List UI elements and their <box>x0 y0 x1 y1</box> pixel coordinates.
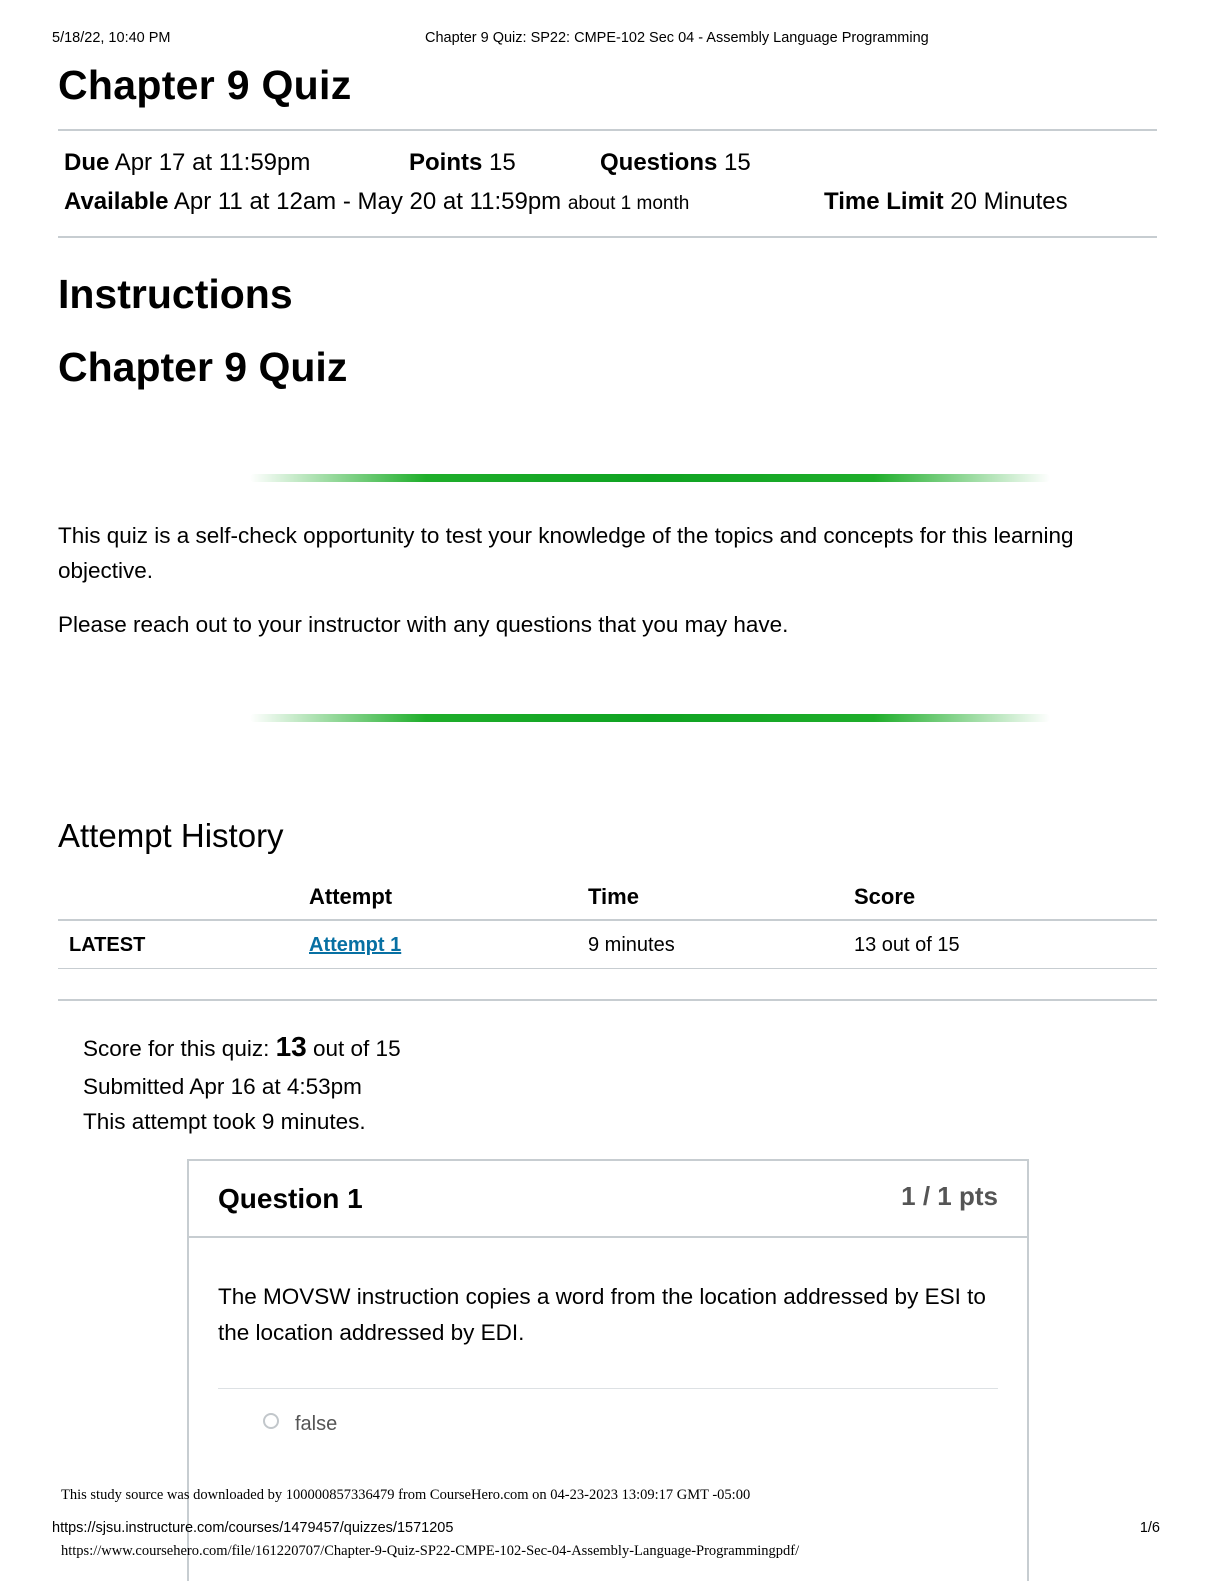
table-header-divider <box>58 919 1157 921</box>
question-header <box>189 1161 1027 1238</box>
points-label: Points <box>409 149 483 176</box>
questions-value: 15 <box>724 149 751 176</box>
attempt-duration: This attempt took 9 minutes. <box>83 1109 366 1134</box>
download-watermark: This study source was downloaded by 100000857336479 from CourseHero.com on 04-23-2023 13:09:17 GMT -05:00 <box>61 1487 751 1503</box>
column-header-time: Time <box>588 884 639 909</box>
divider <box>58 236 1157 238</box>
print-date: 5/18/22, 10:40 PM <box>52 30 171 46</box>
question-card <box>187 1159 1029 1581</box>
meta-time-limit <box>824 188 1068 216</box>
meta-available <box>64 188 689 216</box>
answer-radio[interactable] <box>263 1413 279 1429</box>
attempt-time: 9 minutes <box>588 934 675 956</box>
questions-label: Questions <box>600 149 718 176</box>
divider <box>58 129 1157 131</box>
instructions-subheading: Chapter 9 Quiz <box>58 344 348 390</box>
points-value: 15 <box>489 149 516 176</box>
green-divider-bar <box>250 714 1050 722</box>
page-title: Chapter 9 Quiz <box>58 62 352 108</box>
question-title: Question 1 <box>218 1183 363 1214</box>
score-prefix: Score for this quiz: <box>83 1036 270 1061</box>
answer-divider <box>218 1388 998 1389</box>
question-points: 1 / 1 pts <box>901 1181 998 1211</box>
attempt-history-heading: Attempt History <box>58 817 284 854</box>
instructions-paragraph: This quiz is a self-check opportunity to test your knowledge of the topics and concepts for this learning objective. <box>58 523 1074 583</box>
instructions-heading: Instructions <box>58 271 293 317</box>
print-page-title: Chapter 9 Quiz: SP22: CMPE-102 Sec 04 - Assembly Language Programming <box>425 30 929 46</box>
available-label: Available <box>64 188 169 215</box>
attempt-1-link[interactable]: Attempt 1 <box>309 934 402 956</box>
row-label-latest: LATEST <box>69 934 146 956</box>
due-label: Due <box>64 149 110 176</box>
source-url: https://www.coursehero.com/file/161220707/Chapter-9-Quiz-SP22-CMPE-102-Sec-04-Assembly-Language-Programmingpdf/ <box>61 1543 800 1559</box>
table-row-divider <box>58 968 1157 969</box>
page-number: 1/6 <box>1139 1520 1160 1536</box>
answer-label: false <box>295 1413 338 1435</box>
score-suffix: out of 15 <box>313 1036 401 1061</box>
submitted-time: Submitted Apr 16 at 4:53pm <box>83 1074 362 1099</box>
meta-due <box>64 149 310 177</box>
time-limit-value: 20 Minutes <box>950 188 1068 215</box>
question-text: The MOVSW instruction copies a word from the location addressed by ESI to the location addressed by EDI. <box>218 1284 986 1345</box>
due-value: Apr 17 at 11:59pm <box>114 149 311 176</box>
available-duration: about 1 month <box>567 193 690 214</box>
column-header-score: Score <box>854 884 916 909</box>
score-value: 13 <box>275 1031 307 1062</box>
footer-url: https://sjsu.instructure.com/courses/1479457/quizzes/1571205 <box>52 1520 454 1536</box>
divider <box>58 999 1157 1001</box>
instructions-paragraph: Please reach out to your instructor with any questions that you may have. <box>58 612 789 637</box>
attempt-score: 13 out of 15 <box>854 934 960 956</box>
column-header-attempt: Attempt <box>309 884 393 909</box>
meta-points <box>409 149 516 177</box>
meta-questions <box>600 149 751 177</box>
available-value: Apr 11 at 12am - May 20 at 11:59pm <box>173 188 562 215</box>
time-limit-label: Time Limit <box>824 188 944 215</box>
quiz-score-line <box>83 1031 401 1063</box>
green-divider-bar <box>250 474 1050 482</box>
